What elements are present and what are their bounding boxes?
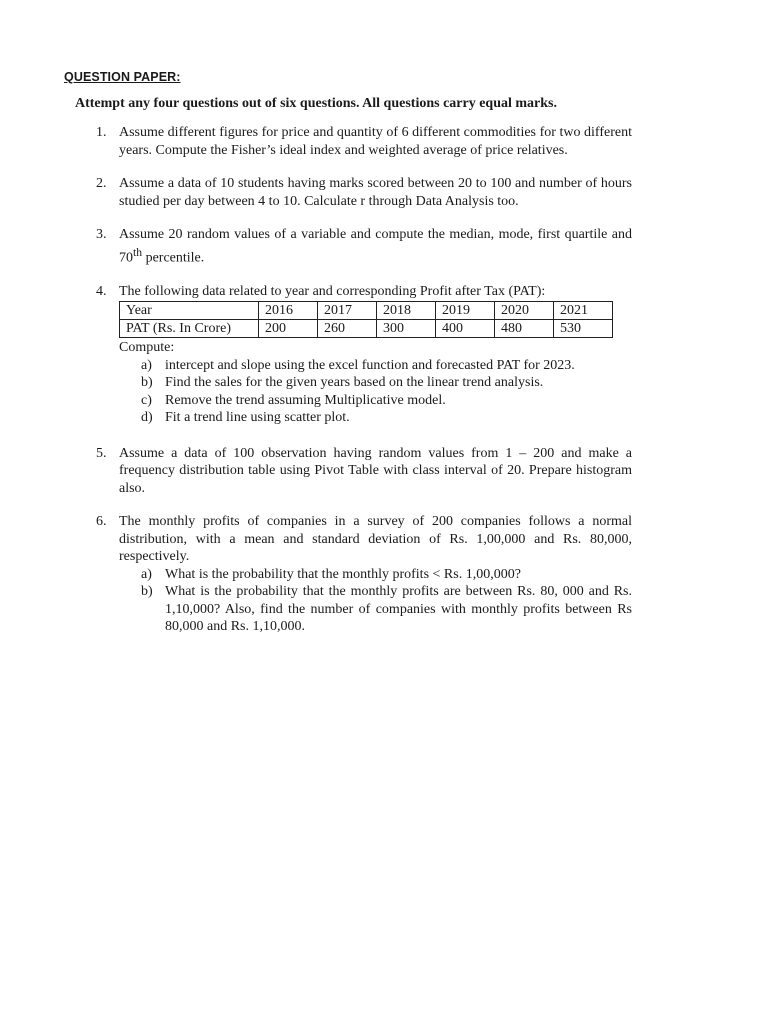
question-text: Assume a data of 100 observation having random values from 1 – 200 and make a frequency distribution table using Pivot Table with class interval of 20. Prepare histogram also. bbox=[119, 445, 632, 496]
table-row bbox=[120, 320, 613, 338]
sub-question-text: Remove the trend assuming Multiplicative model. bbox=[165, 392, 446, 408]
pat-table bbox=[119, 301, 613, 338]
table-cell: 2017 bbox=[318, 302, 377, 320]
table-cell: 300 bbox=[377, 320, 436, 338]
table-cell: 200 bbox=[259, 320, 318, 338]
table-cell: Year bbox=[120, 302, 259, 320]
question-6 bbox=[96, 513, 632, 636]
question-number: 1. bbox=[96, 125, 107, 140]
question-list bbox=[96, 124, 632, 636]
sub-question-a bbox=[141, 357, 632, 375]
page-heading: QUESTION PAPER: bbox=[64, 70, 181, 84]
question-4 bbox=[96, 283, 632, 427]
question-1 bbox=[96, 124, 632, 159]
sub-question-b bbox=[141, 374, 632, 392]
table-cell: 2019 bbox=[436, 302, 495, 320]
question-2 bbox=[96, 175, 632, 210]
sub-question-d bbox=[141, 409, 632, 427]
question-number: 2. bbox=[96, 176, 107, 191]
question-text: Assume a data of 10 students having marks scored between 20 to 100 and number of hours studied per day between 4 to 10. Calculate r through Data Analysis too. bbox=[119, 176, 632, 209]
sub-question-label: b) bbox=[141, 375, 153, 391]
table-cell: 260 bbox=[318, 320, 377, 338]
sub-question-label: a) bbox=[141, 566, 152, 582]
question-text: Assume different figures for price and quantity of 6 different commodities for two different years. Compute the Fisher’s ideal index and weighted average of price relatives. bbox=[119, 125, 632, 158]
ordinal-suffix: th bbox=[133, 245, 143, 259]
sub-question-c bbox=[141, 392, 632, 410]
compute-label: Compute: bbox=[119, 340, 175, 356]
sub-question-label: c) bbox=[141, 392, 152, 408]
sub-question-b bbox=[141, 583, 632, 636]
question-number: 3. bbox=[96, 227, 107, 242]
sub-question-text: Find the sales for the given years based on the linear trend analysis. bbox=[165, 375, 544, 391]
table-cell: 2021 bbox=[554, 302, 613, 320]
sub-question-a bbox=[141, 566, 632, 584]
question-number: 5. bbox=[96, 445, 107, 461]
question-text: The following data related to year and corresponding Profit after Tax (PAT): bbox=[119, 283, 546, 299]
question-number: 4. bbox=[96, 283, 107, 299]
table-cell: 2016 bbox=[259, 302, 318, 320]
sub-question-label: d) bbox=[141, 410, 153, 426]
sub-question-text: What is the probability that the monthly profits < Rs. 1,00,000? bbox=[165, 566, 521, 582]
sub-question-text: What is the probability that the monthly profits are between Rs. 80, 000 and Rs. 1,10,000? Also, find the number of companies with monthly profits between Rs 80,000 and Rs. 1,10,000. bbox=[165, 584, 632, 635]
sub-question-text: intercept and slope using the excel function and forecasted PAT for 2023. bbox=[165, 357, 575, 373]
table-row bbox=[120, 302, 613, 320]
table-cell: 2018 bbox=[377, 302, 436, 320]
sub-question-text: Fit a trend line using scatter plot. bbox=[165, 410, 350, 426]
table-cell: 2020 bbox=[495, 302, 554, 320]
sub-question-label: a) bbox=[141, 357, 152, 373]
question-5 bbox=[96, 445, 632, 498]
table-cell: PAT (Rs. In Crore) bbox=[120, 320, 259, 338]
question-text: The monthly profits of companies in a survey of 200 companies follows a normal distribution, with a mean and standard deviation of Rs. 1,00,000 and Rs. 80,000, respectively. bbox=[119, 514, 632, 565]
question-3 bbox=[96, 226, 632, 267]
question-text bbox=[119, 226, 632, 267]
sub-question-list bbox=[119, 566, 632, 636]
table-cell: 530 bbox=[554, 320, 613, 338]
exam-instruction: Attempt any four questions out of six questions. All questions carry equal marks. bbox=[75, 96, 558, 111]
sub-question-label: b) bbox=[141, 584, 153, 600]
question-text-part: Assume 20 random values of a variable and compute the median, mode, first quartile and 70 bbox=[119, 227, 632, 266]
table-cell: 480 bbox=[495, 320, 554, 338]
question-number: 6. bbox=[96, 514, 107, 530]
table-cell: 400 bbox=[436, 320, 495, 338]
sub-question-list bbox=[119, 357, 632, 427]
question-text-part: percentile. bbox=[142, 250, 205, 266]
